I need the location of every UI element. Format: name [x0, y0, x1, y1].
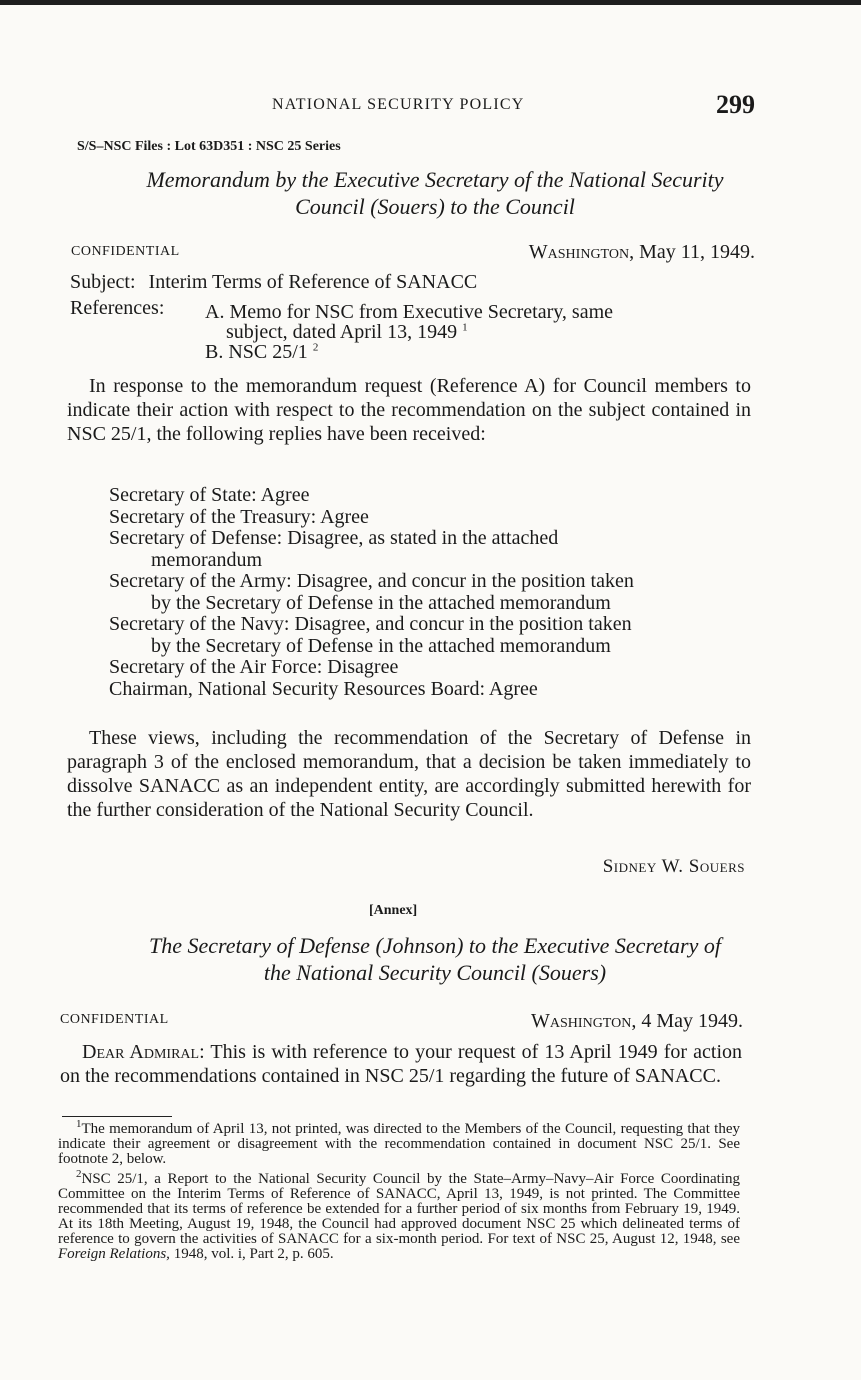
- intro-paragraph: [67, 374, 751, 446]
- intro-paragraph-text: In response to the memorandum request (Reference A) for Council members to indicate their action with respect to the recommendation on the subject contained in NSC 25/1, the following replies have been received:: [67, 375, 751, 445]
- reference-a-line-2-text: subject, dated April 13, 1949: [226, 321, 458, 343]
- annex-dateline-city: Washington,: [531, 1010, 637, 1032]
- reference-b-text: B. NSC 25/1: [205, 341, 308, 363]
- page-number: 299: [716, 90, 755, 119]
- memo-title-line-2: Council (Souers) to the Council: [295, 194, 575, 219]
- signature: Sidney W. Souers: [602, 856, 745, 877]
- subject-label: Subject:: [70, 271, 136, 293]
- reply-item: [109, 679, 749, 701]
- reply-item: [109, 614, 749, 657]
- footnote-2-mark: 2: [76, 1168, 82, 1180]
- footnote-2-tail: 1948, vol. i, Part 2, p. 605.: [169, 1246, 334, 1262]
- reply-continuation: by the Secretary of Defense in the attached memorandum: [151, 634, 611, 657]
- reply-main: Secretary of the Army: Disagree, and concur in the position taken: [109, 570, 634, 592]
- reply-item: [109, 507, 749, 529]
- reply-main: Secretary of Defense: Disagree, as stated in the attached: [109, 527, 559, 549]
- reply-continuation: memorandum: [151, 548, 263, 571]
- footnote-marker-2: 2: [312, 341, 319, 354]
- scan-top-edge: [0, 0, 861, 5]
- file-reference: S/S–NSC Files : Lot 63D351 : NSC 25 Series: [77, 139, 341, 154]
- reply-main: Secretary of the Navy: Disagree, and concur in the position taken: [109, 613, 632, 635]
- memo-title-line-1: Memorandum by the Executive Secretary of the National Security: [146, 167, 724, 192]
- reference-a-line-1: A. Memo for NSC from Executive Secretary, same: [205, 301, 614, 323]
- closing-paragraph: [67, 726, 751, 822]
- annex-title-line-1: The Secretary of Defense (Johnson) to the Executive Secretary of: [149, 933, 721, 958]
- footnote-2: [58, 1168, 740, 1262]
- reply-item: [109, 528, 749, 571]
- reference-b: [205, 340, 318, 364]
- annex-salutation: Dear Admiral:: [82, 1041, 205, 1063]
- annex-title: [60, 932, 810, 986]
- subject-line: [70, 270, 477, 294]
- reply-item: [109, 657, 749, 679]
- reply-main: Chairman, National Security Resources Board: Agree: [109, 677, 538, 700]
- annex-dateline: [531, 1010, 743, 1033]
- running-header: NATIONAL SECURITY POLICY: [272, 96, 525, 113]
- reply-main: Secretary of State: Agree: [109, 484, 310, 506]
- memo-classification: CONFIDENTIAL: [71, 244, 180, 259]
- footnote-marker-1: 1: [462, 321, 468, 334]
- footnote-2-text: NSC 25/1, a Report to the National Security Council by the State–Army–Navy–Air Force Coordinating Committee on the Interim Terms of Reference of SANACC, April 13, 1949, is not printed. The Committee recommended that its terms of reference be extended for a further period of six months from February 19, 1949. At its 18th Meeting, August 19, 1948, the Council had approved document NSC 25 which delineated terms of reference to govern the activities of SANACC for a six-month period. For text of NSC 25, August 12, 1948, see: [58, 1171, 740, 1247]
- footnote-2-italic: Foreign Relations,: [58, 1246, 170, 1262]
- annex-dateline-date: 4 May 1949.: [636, 1010, 743, 1032]
- reply-item: [109, 571, 749, 614]
- replies-list: [109, 485, 749, 700]
- annex-title-line-2: the National Security Council (Souers): [263, 960, 607, 985]
- memo-title: [60, 166, 810, 220]
- references-label: References:: [70, 297, 165, 319]
- memo-dateline-date: May 11, 1949.: [634, 241, 755, 263]
- reply-continuation: by the Secretary of Defense in the attached memorandum: [151, 591, 611, 614]
- footnote-1-text: The memorandum of April 13, not printed, was directed to the Members of the Council, requesting that they indicate their agreement or disagreement with the recommendation contained in document NSC 25/1. See footnote 2, below.: [58, 1121, 740, 1167]
- memo-dateline: [529, 241, 755, 264]
- reply-item: [109, 485, 749, 507]
- reply-main: Secretary of the Air Force: Disagree: [109, 656, 399, 678]
- subject-text: Interim Terms of Reference of SANACC: [148, 271, 478, 293]
- annex-body-text: This is with reference to your request of 13 April 1949 for action on the recommendations contained in NSC 25/1 regarding the future of SANACC.: [60, 1041, 743, 1087]
- reply-main: Secretary of the Treasury: Agree: [109, 505, 369, 528]
- footnote-divider: [62, 1116, 172, 1117]
- annex-classification: CONFIDENTIAL: [60, 1012, 169, 1027]
- annex-label: [Annex]: [369, 903, 418, 918]
- footnote-1-mark: 1: [76, 1118, 82, 1130]
- closing-paragraph-text: These views, including the recommendation of the Secretary of Defense in paragraph 3 of the enclosed memorandum, that a decision be taken immediately to dissolve SANACC as an independent entity, are accordingly submitted herewith for the further consideration of the National Security Council.: [67, 727, 751, 821]
- footnote-1: [58, 1118, 740, 1167]
- memo-dateline-city: Washington,: [528, 241, 635, 263]
- annex-body: [60, 1040, 742, 1088]
